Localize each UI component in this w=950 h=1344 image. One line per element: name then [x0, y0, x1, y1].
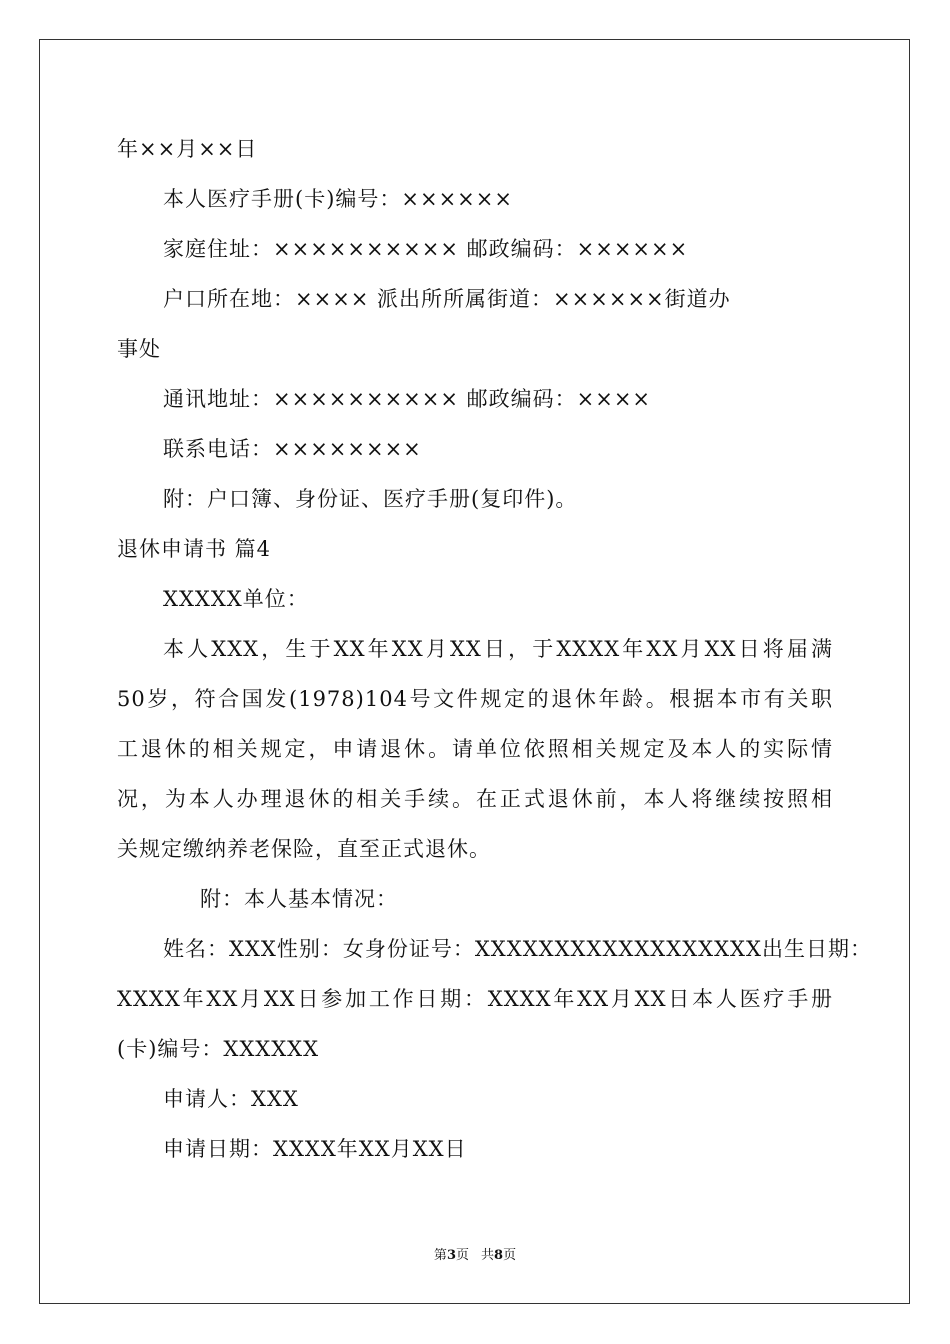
salutation: XXXXX单位：	[163, 587, 309, 611]
basic-info-line-1: 姓名：XXX性别：女身份证号：XXXXXXXXXXXXXXXXXX出生日期：	[163, 937, 872, 961]
household-registration: 户口所在地：×××× 派出所所属街道：××××××街道办	[163, 287, 731, 311]
body-paragraph-line-2: 50岁，符合国发(1978)104号文件规定的退休年龄。根据本市有关职	[117, 687, 833, 711]
applicant: 申请人：XXX	[163, 1087, 299, 1111]
household-registration-cont: 事处	[117, 337, 161, 361]
contact-phone: 联系电话：××××××××	[163, 437, 422, 461]
body-paragraph-line-3: 工退休的相关规定，申请退休。请单位依照相关规定及本人的实际情	[117, 737, 833, 761]
date-line: 年××月××日	[117, 137, 258, 161]
attachments-note: 附：户口簿、身份证、医疗手册(复印件)。	[163, 487, 578, 511]
application-date: 申请日期：XXXX年XX月XX日	[163, 1137, 467, 1161]
total-suffix: 页	[503, 1248, 517, 1263]
basic-info-line-3: (卡)编号：XXXXXX	[117, 1037, 320, 1061]
body-paragraph-line-4: 况，为本人办理退休的相关手续。在正式退休前，本人将继续按照相	[117, 787, 833, 811]
home-address: 家庭住址：×××××××××× 邮政编码：××××××	[163, 237, 689, 261]
medical-card-number: 本人医疗手册(卡)编号：××××××	[163, 187, 513, 211]
body-paragraph-line-5: 关规定缴纳养老保险，直至正式退休。	[117, 837, 491, 861]
total-page-count: 8	[494, 1248, 504, 1263]
page-prefix: 第	[433, 1248, 447, 1263]
basic-info-line-2: XXXX年XX月XX日参加工作日期：XXXX年XX月XX日本人医疗手册	[117, 987, 833, 1011]
page-suffix: 页	[455, 1248, 469, 1263]
total-prefix: 共	[481, 1248, 495, 1263]
page-border	[39, 39, 910, 1304]
current-page-number: 3	[446, 1248, 456, 1263]
body-paragraph-line-1: 本人XXX，生于XX年XX月XX日，于XXXX年XX月XX日将届满	[163, 637, 833, 661]
page-footer	[0, 1247, 950, 1265]
section-heading: 退休申请书 篇4	[117, 537, 272, 561]
mailing-address: 通讯地址：×××××××××× 邮政编码：××××	[163, 387, 652, 411]
basic-info-heading: 附：本人基本情况：	[200, 887, 398, 911]
